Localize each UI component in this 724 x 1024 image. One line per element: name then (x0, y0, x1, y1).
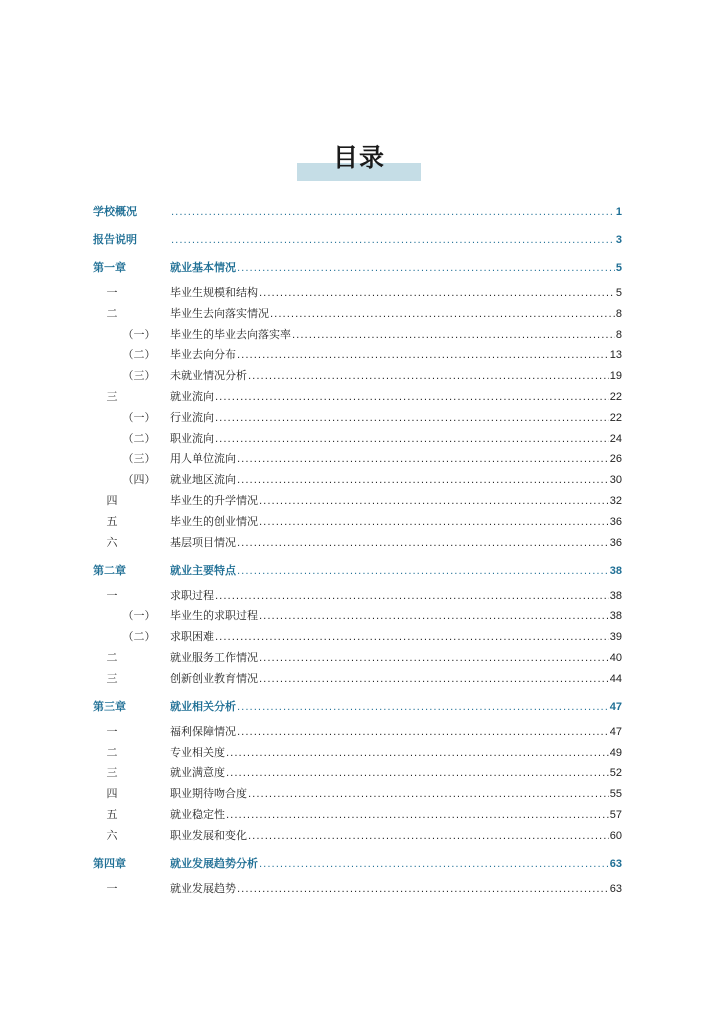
toc-entry (170, 284, 622, 303)
toc-entry-number: 一 (106, 286, 118, 299)
dot-leader (259, 650, 609, 668)
toc-subsection[interactable] (0, 409, 724, 427)
toc-entry (170, 587, 622, 606)
toc-entry-label: 毕业生去向落实情况 (170, 306, 269, 320)
toc-entry-number: 第二章 (93, 563, 126, 577)
dot-leader (215, 588, 609, 606)
toc-entry-number: 二 (106, 651, 118, 664)
toc-entry-label: 职业发展和变化 (170, 828, 247, 842)
toc-entry-number: 第四章 (93, 856, 126, 870)
toc-page-number: 3 (615, 234, 622, 246)
toc-section[interactable] (0, 827, 724, 845)
dot-leader (259, 608, 609, 626)
toc-entry-number: （三） (122, 369, 156, 383)
dot-leader (237, 535, 609, 553)
dot-leader (259, 856, 609, 874)
toc-entry-label: 就业流向 (170, 390, 214, 403)
dot-leader (259, 671, 609, 689)
toc-entry-number: 四 (106, 787, 118, 801)
toc-page-number: 36 (609, 515, 622, 528)
dot-leader (215, 410, 609, 428)
dot-leader (259, 514, 609, 532)
toc-page-number: 38 (609, 610, 622, 623)
toc-entry-label: 求职过程 (170, 588, 214, 602)
toc-page-number: 52 (609, 767, 622, 780)
toc-page-number: 1 (615, 206, 622, 218)
toc-page-number: 44 (609, 672, 622, 685)
dot-leader (171, 232, 615, 250)
toc-entry-label: 毕业去向分布 (170, 348, 236, 362)
toc-entry-label: 毕业生规模和结构 (170, 286, 258, 299)
toc-page-number: 30 (609, 474, 622, 487)
toc-entry-label: 职业期待吻合度 (170, 787, 247, 801)
toc-section[interactable] (0, 649, 724, 667)
toc-page-number: 22 (609, 391, 622, 403)
toc-entry-number: （一） (122, 609, 156, 623)
toc-entry-label: 创新创业教育情况 (170, 671, 258, 685)
dot-leader (259, 493, 609, 511)
toc-entry-number: （一） (122, 327, 156, 341)
toc-entry-label: 求职困难 (170, 630, 214, 644)
toc-page-number: 36 (609, 536, 622, 549)
toc-entry-number: 三 (106, 390, 118, 403)
dot-leader (237, 563, 609, 581)
toc-entry-number: （二） (122, 348, 156, 362)
dot-leader (237, 724, 609, 742)
dot-leader (226, 765, 609, 783)
toc-entry-number: 五 (106, 514, 118, 528)
toc-entry-label: 基层项目情况 (170, 535, 236, 549)
toc-entry-number: 第三章 (93, 699, 126, 713)
toc-page-number: 8 (615, 307, 622, 320)
toc-entry-number: 二 (106, 745, 118, 759)
dot-leader (215, 629, 609, 647)
dot-leader (215, 431, 609, 449)
dot-leader (237, 472, 609, 490)
toc-entry-number: 一 (106, 881, 118, 895)
toc-entry-number: （二） (122, 630, 156, 644)
toc-entry-label: 毕业生的毕业去向落实率 (170, 327, 291, 341)
toc-subsection[interactable] (0, 326, 724, 344)
toc-entry (170, 562, 622, 581)
toc-entry (170, 305, 622, 324)
toc-page-number: 32 (609, 495, 622, 507)
toc-entry-number: 学校概况 (93, 205, 137, 218)
dot-leader (248, 368, 609, 386)
toc-entry-label: 专业相关度 (170, 745, 225, 759)
toc-entry-number: 一 (106, 588, 118, 602)
toc-page-number: 19 (609, 370, 622, 383)
toc-section[interactable] (0, 785, 724, 803)
toc-entry-number: 六 (106, 828, 118, 842)
toc-entry-label: 就业发展趋势分析 (170, 856, 258, 870)
toc-section[interactable] (0, 513, 724, 531)
toc-entry (170, 513, 622, 532)
dot-leader (270, 306, 615, 324)
toc-entry (170, 471, 622, 490)
toc-entry-number: （二） (122, 431, 156, 445)
toc-page-number: 47 (609, 725, 622, 738)
toc-entry-label: 行业流向 (170, 410, 214, 424)
toc-page-number: 38 (609, 564, 622, 577)
toc-section[interactable] (0, 880, 724, 898)
toc-page-number: 40 (609, 652, 622, 664)
toc-entry-label: 就业地区流向 (170, 473, 236, 487)
toc-entry-number: （四） (122, 473, 156, 487)
toc-entry (170, 806, 622, 825)
toc-page-number: 22 (609, 411, 622, 424)
toc-entry-label: 职业流向 (170, 431, 214, 445)
dot-leader (171, 204, 615, 222)
toc-entry (170, 785, 622, 804)
toc-subsection[interactable] (0, 471, 724, 489)
toc-entry-label: 就业发展趋势 (170, 881, 236, 895)
toc-entry-number: 五 (106, 808, 118, 821)
toc-entry (170, 649, 622, 668)
toc-entry-label: 就业基本情况 (170, 261, 236, 274)
toc-section[interactable] (0, 744, 724, 762)
toc-entry (170, 430, 622, 449)
dot-leader (226, 807, 609, 825)
dot-leader (237, 260, 615, 278)
toc-entry (170, 855, 622, 874)
toc-entry-label: 毕业生的升学情况 (170, 494, 258, 507)
dot-leader (215, 389, 609, 407)
toc-subsection[interactable] (0, 628, 724, 646)
toc-entry-number: （一） (122, 410, 156, 424)
toc-entry-number: 二 (106, 306, 118, 320)
toc-entry-label: 用人单位流向 (170, 452, 236, 466)
dot-leader (248, 786, 609, 804)
toc-section[interactable] (0, 284, 724, 302)
toc-entry (170, 764, 622, 783)
toc-entry-number: 一 (106, 724, 118, 738)
toc-entry (170, 698, 622, 717)
toc-subsection[interactable] (0, 346, 724, 364)
toc-section[interactable] (0, 492, 724, 510)
toc-chapter[interactable] (0, 855, 724, 873)
toc-section[interactable] (0, 388, 724, 406)
toc-section[interactable] (0, 723, 724, 741)
toc-page-number: 24 (609, 432, 622, 445)
toc-page-number: 26 (609, 453, 622, 466)
toc-entry (170, 326, 622, 345)
toc-entry (170, 203, 622, 222)
toc-page-number: 55 (609, 788, 622, 801)
toc-page-number: 63 (609, 857, 622, 870)
toc-page-number: 39 (609, 631, 622, 644)
toc-page-number: 5 (615, 287, 622, 299)
toc-entry (170, 367, 622, 386)
toc-section[interactable] (0, 305, 724, 323)
toc-entry (170, 388, 622, 407)
toc-entry-label: 就业相关分析 (170, 699, 236, 713)
toc-entry (170, 534, 622, 553)
toc-entry (170, 670, 622, 689)
toc-entry-number: 第一章 (93, 261, 126, 274)
toc-subsection[interactable] (0, 607, 724, 625)
toc-section[interactable] (0, 806, 724, 824)
toc-top-entry[interactable] (0, 203, 724, 221)
toc-entry (170, 409, 622, 428)
toc-entry (170, 723, 622, 742)
toc-entry (170, 827, 622, 846)
toc-entry-number: 报告说明 (93, 233, 137, 246)
dot-leader (237, 699, 609, 717)
dot-leader (226, 745, 609, 763)
toc-entry-label: 未就业情况分析 (170, 369, 247, 383)
toc-entry-label: 就业稳定性 (170, 808, 225, 821)
toc-entry-label: 就业满意度 (170, 766, 225, 780)
toc-entry (170, 231, 622, 250)
toc-entry-number: （三） (122, 452, 156, 466)
toc-subsection[interactable] (0, 367, 724, 385)
toc-entry-label: 毕业生的创业情况 (170, 514, 258, 528)
toc-entry (170, 492, 622, 511)
toc-chapter[interactable] (0, 562, 724, 580)
toc-page-number: 38 (609, 589, 622, 602)
dot-leader (237, 451, 609, 469)
toc-section[interactable] (0, 764, 724, 782)
toc-page-number: 47 (609, 700, 622, 713)
toc-section[interactable] (0, 670, 724, 688)
toc-entry-label: 就业服务工作情况 (170, 651, 258, 664)
toc-section[interactable] (0, 587, 724, 605)
toc-entry-label: 福利保障情况 (170, 724, 236, 738)
toc-entry-number: 三 (106, 671, 118, 685)
toc-entry (170, 628, 622, 647)
toc-entry-number: 六 (106, 535, 118, 549)
toc-subsection[interactable] (0, 450, 724, 468)
dot-leader (237, 347, 609, 365)
toc-entry-number: 四 (106, 494, 118, 507)
toc-entry (170, 259, 622, 278)
dot-leader (248, 828, 609, 846)
dot-leader (292, 327, 615, 345)
toc-top-entry[interactable] (0, 231, 724, 249)
toc-entry (170, 450, 622, 469)
dot-leader (237, 881, 609, 899)
toc-chapter[interactable] (0, 698, 724, 716)
toc-subsection[interactable] (0, 430, 724, 448)
toc-section[interactable] (0, 534, 724, 552)
toc-page-number: 49 (609, 746, 622, 759)
toc-page-number: 60 (609, 829, 622, 842)
toc-chapter[interactable] (0, 259, 724, 277)
toc-entry-label: 就业主要特点 (170, 563, 236, 577)
toc-page-number: 5 (615, 262, 622, 274)
toc-page-number: 8 (615, 328, 622, 341)
dot-leader (259, 285, 615, 303)
toc-entry (170, 744, 622, 763)
toc-entry-label: 毕业生的求职过程 (170, 609, 258, 623)
toc-page-number: 57 (609, 809, 622, 821)
toc-entry (170, 607, 622, 626)
toc-page-number: 63 (609, 882, 622, 895)
page-title: 目录 (332, 143, 385, 172)
toc-entry (170, 880, 622, 899)
toc-entry-number: 三 (106, 766, 118, 780)
toc-entry (170, 346, 622, 365)
toc-page-number: 13 (609, 349, 622, 362)
